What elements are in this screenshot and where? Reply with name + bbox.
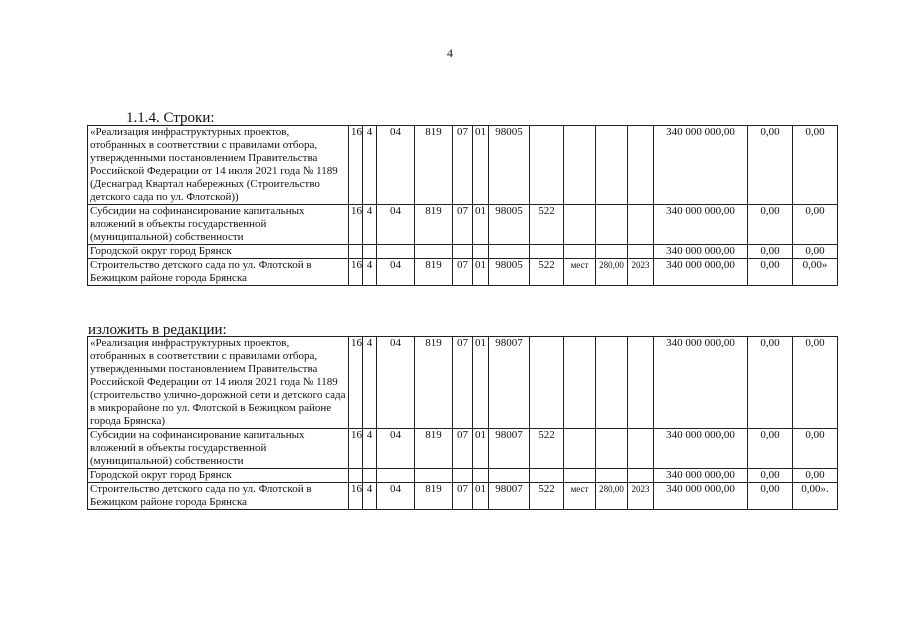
table-cell: 819 — [415, 337, 453, 429]
table-cell: 0,00 — [793, 469, 838, 483]
table-row — [88, 469, 838, 483]
table-cell: 0,00 — [793, 429, 838, 469]
table-cell: 0,00 — [748, 205, 793, 245]
table-cell — [363, 469, 377, 483]
table-cell — [596, 205, 628, 245]
table-cell — [473, 245, 489, 259]
table-cell: 07 — [453, 126, 473, 205]
table-cell: 07 — [453, 205, 473, 245]
table-cell: 0,00 — [793, 126, 838, 205]
table-cell: 340 000 000,00 — [654, 469, 748, 483]
table-cell: 01 — [473, 126, 489, 205]
section-heading-after: изложить в редакции: — [88, 322, 227, 338]
table-cell: 0,00 — [793, 245, 838, 259]
table-rows-after — [87, 336, 838, 510]
table-cell — [489, 469, 530, 483]
table-cell: 522 — [530, 205, 564, 245]
table-cell: 0,00 — [748, 245, 793, 259]
table-cell: 819 — [415, 429, 453, 469]
table-cell: 16 — [349, 205, 363, 245]
table-cell — [564, 126, 596, 205]
row-description-cell: Городской округ город Брянск — [88, 245, 349, 259]
table-cell: 0,00 — [748, 469, 793, 483]
table-cell: 16 — [349, 259, 363, 286]
table-row — [88, 245, 838, 259]
table-cell: 0,00 — [748, 126, 793, 205]
table-cell: 04 — [377, 337, 415, 429]
table-cell: 4 — [363, 205, 377, 245]
table-row — [88, 429, 838, 469]
table-cell: 98007 — [489, 429, 530, 469]
table-cell — [628, 429, 654, 469]
table-cell: 16 — [349, 429, 363, 469]
table-cell: 819 — [415, 126, 453, 205]
table-cell: 340 000 000,00 — [654, 126, 748, 205]
table-cell — [349, 245, 363, 259]
table-cell: 07 — [453, 259, 473, 286]
row-description-cell: «Реализация инфраструктурных проектов, отобранных в соответствии с правилами отбора, утвержденными постановлением Правительства Российской Федерации от 14 июля 2021 года № 1189 (строительство улично-дорожной сети и детского сада в микрорайоне по ул. Флотской в Бежицком районе города Брянска) — [88, 337, 349, 429]
table-cell — [489, 245, 530, 259]
table-cell — [530, 126, 564, 205]
table-cell — [530, 337, 564, 429]
table-cell — [453, 469, 473, 483]
table-cell: 98005 — [489, 205, 530, 245]
table-cell: 98007 — [489, 337, 530, 429]
row-description-cell: «Реализация инфраструктурных проектов, отобранных в соответствии с правилами отбора, утвержденными постановлением Правительства Российской Федерации от 14 июля 2021 года № 1189 (Деснаград Квартал набережных (Строительство детского сада по ул. Флотской)) — [88, 126, 349, 205]
table-cell: 07 — [453, 483, 473, 510]
table-cell — [415, 469, 453, 483]
table-cell: 01 — [473, 205, 489, 245]
table-cell — [596, 469, 628, 483]
table-row — [88, 483, 838, 510]
table-cell — [628, 205, 654, 245]
table-cell: 16 — [349, 337, 363, 429]
table-cell: 4 — [363, 337, 377, 429]
table-cell — [628, 469, 654, 483]
table-cell — [530, 469, 564, 483]
table-cell: 0,00 — [793, 205, 838, 245]
table-row — [88, 337, 838, 429]
row-description-cell: Городской округ город Брянск — [88, 469, 349, 483]
row-description-cell: Строительство детского сада по ул. Флотской в Бежицком районе города Брянска — [88, 483, 349, 510]
table-cell: 4 — [363, 126, 377, 205]
table-cell: 04 — [377, 259, 415, 286]
table-cell: 522 — [530, 429, 564, 469]
table-cell: 04 — [377, 126, 415, 205]
table-cell: 16 — [349, 126, 363, 205]
table-cell — [596, 337, 628, 429]
table-cell: 98007 — [489, 483, 530, 510]
table-cell: 819 — [415, 483, 453, 510]
table-cell: 0,00 — [748, 429, 793, 469]
table-cell: 4 — [363, 429, 377, 469]
table-rows-before — [87, 125, 838, 286]
table-cell: 0,00 — [748, 483, 793, 510]
table-cell: 4 — [363, 259, 377, 286]
table-row — [88, 259, 838, 286]
table-cell: 280,00 — [596, 259, 628, 286]
table-cell — [596, 429, 628, 469]
table-cell: 4 — [363, 483, 377, 510]
page-number: 4 — [447, 46, 453, 60]
table-cell: 98005 — [489, 259, 530, 286]
row-description-cell: Строительство детского сада по ул. Флотской в Бежицком районе города Брянска — [88, 259, 349, 286]
table-cell — [453, 245, 473, 259]
table-cell: 0,00 — [748, 259, 793, 286]
table-row — [88, 126, 838, 205]
table-cell: 04 — [377, 483, 415, 510]
table-cell: 819 — [415, 205, 453, 245]
table-cell: 07 — [453, 429, 473, 469]
table-cell: 01 — [473, 259, 489, 286]
table-cell: 522 — [530, 259, 564, 286]
table-cell — [349, 469, 363, 483]
table-cell — [628, 126, 654, 205]
table-cell — [473, 469, 489, 483]
table-cell — [596, 245, 628, 259]
table-cell: 01 — [473, 337, 489, 429]
table-cell: 819 — [415, 259, 453, 286]
table-cell: 16 — [349, 483, 363, 510]
table-cell: 98005 — [489, 126, 530, 205]
table-cell: 340 000 000,00 — [654, 245, 748, 259]
table-cell — [377, 245, 415, 259]
table-cell: мест — [564, 259, 596, 286]
table-row — [88, 205, 838, 245]
table-cell: 0,00» — [793, 259, 838, 286]
table-cell: 280,00 — [596, 483, 628, 510]
table-cell — [564, 429, 596, 469]
table-cell: 07 — [453, 337, 473, 429]
table-cell — [377, 469, 415, 483]
table-cell: 340 000 000,00 — [654, 483, 748, 510]
table-cell: 340 000 000,00 — [654, 259, 748, 286]
table-cell: 0,00 — [748, 337, 793, 429]
table-cell: 340 000 000,00 — [654, 429, 748, 469]
table-cell: 0,00 — [793, 337, 838, 429]
table-cell — [530, 245, 564, 259]
table-cell — [628, 337, 654, 429]
section-heading-before: 1.1.4. Строки: — [126, 110, 215, 126]
table-cell — [363, 245, 377, 259]
table-cell: мест — [564, 483, 596, 510]
table-cell: 01 — [473, 429, 489, 469]
table-cell: 340 000 000,00 — [654, 337, 748, 429]
table-cell — [596, 126, 628, 205]
table-cell: 2023 — [628, 483, 654, 510]
table-cell: 0,00». — [793, 483, 838, 510]
table-cell — [564, 469, 596, 483]
table-cell — [628, 245, 654, 259]
table-cell — [564, 337, 596, 429]
table-cell: 04 — [377, 429, 415, 469]
table-cell: 522 — [530, 483, 564, 510]
table-cell: 01 — [473, 483, 489, 510]
table-cell: 340 000 000,00 — [654, 205, 748, 245]
table-cell — [564, 205, 596, 245]
row-description-cell: Субсидии на софинансирование капитальных вложений в объекты государственной (муниципальной) собственности — [88, 429, 349, 469]
table-cell: 2023 — [628, 259, 654, 286]
table-cell: 04 — [377, 205, 415, 245]
table-cell — [415, 245, 453, 259]
row-description-cell: Субсидии на софинансирование капитальных вложений в объекты государственной (муниципальной) собственности — [88, 205, 349, 245]
table-cell — [564, 245, 596, 259]
